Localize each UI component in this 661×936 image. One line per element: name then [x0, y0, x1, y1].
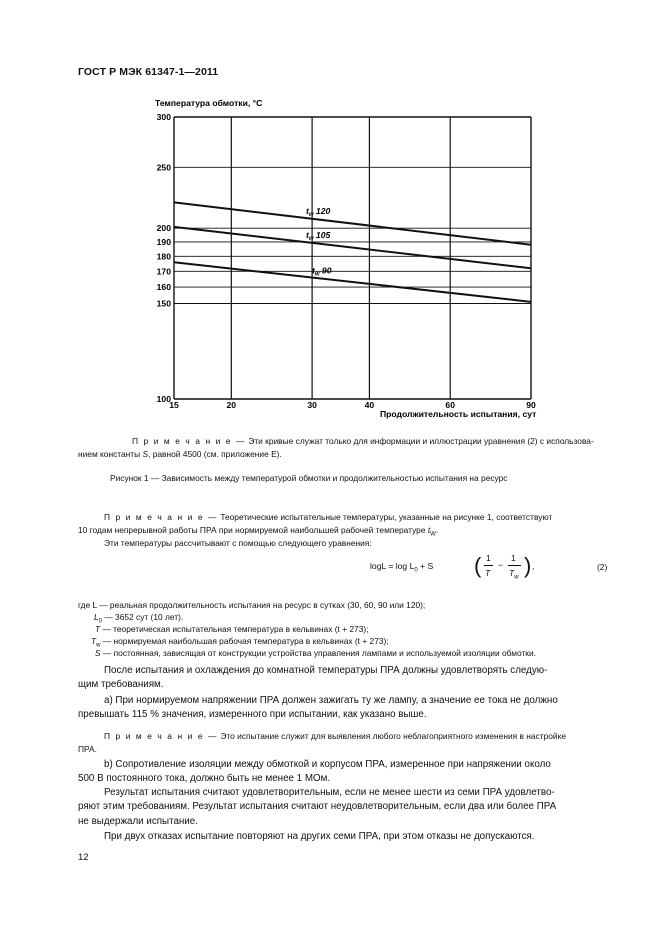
- x-axis-label: Продолжительность испытания, сут: [380, 409, 537, 419]
- series-label: [312, 266, 332, 278]
- formula-lhs-text: logL = log L: [370, 561, 415, 571]
- note-1-line-2a: нием константы: [78, 449, 143, 459]
- def-symbol: L: [94, 612, 99, 622]
- formula-Tw-sub: w: [514, 574, 519, 581]
- def-symbol: T: [91, 636, 97, 646]
- formula-fraction-bar-2: [508, 565, 521, 566]
- paragraph-line: Результат испытания считают удовлетворительным, если не менее шести из семи ПРА удовлетво-: [104, 787, 555, 798]
- x-tick-label: 15: [169, 400, 179, 410]
- series-label-sub: w: [308, 236, 314, 243]
- series-label-num: 105: [313, 230, 331, 241]
- formula-lhs: [370, 561, 433, 574]
- def-text: — реальная продолжительность испытания на ресурс в сутках (30, 60, 90 или 120);: [96, 600, 426, 610]
- y-tick-label: 200: [156, 223, 171, 234]
- note-3-prefix: П р и м е ч а н и е —: [104, 731, 218, 741]
- x-tick-label: 40: [364, 400, 375, 410]
- paragraph-b-cont: [78, 772, 623, 787]
- paragraph-a-cont: [78, 708, 623, 723]
- paragraph-result-cont: [78, 800, 623, 829]
- definition-L: [78, 599, 618, 611]
- note-2-line-2b: .: [435, 525, 439, 535]
- paragraph-line: ряют этим требованиям. Результат испытания считают неудовлетворительным, если два или более ПРА: [78, 801, 557, 812]
- note-2-line-3: Эти температуры рассчитывают с помощью следующего уравнения:: [104, 538, 372, 548]
- paragraph-line: b) Сопротивление изоляции между обмоткой и корпусом ПРА, измеренное при напряжении около: [104, 759, 551, 770]
- series-label-main: t: [306, 206, 309, 217]
- x-tick-label: 90: [526, 400, 536, 410]
- formula-minus: −: [498, 560, 504, 570]
- paragraph-after-test: [104, 664, 624, 679]
- note-2: [104, 511, 624, 524]
- paragraph-b: [104, 758, 624, 773]
- formula-denominator-T: T: [485, 568, 491, 578]
- series-label-main: t: [306, 230, 309, 241]
- series-line: [174, 202, 531, 244]
- series-label: [306, 206, 330, 218]
- paragraph-line: не выдержали испытание.: [78, 815, 198, 827]
- y-tick-label: 150: [156, 298, 171, 309]
- note-2-symbol-t: t: [427, 525, 431, 535]
- formula-sub-0: 0: [414, 567, 418, 574]
- note-1-line-2b: , равной 4500 (см. приложение Е).: [148, 449, 282, 459]
- note-3-line-1: Это испытание служит для выявления любого неблагоприятного изменения в настройке: [218, 731, 566, 741]
- y-tick-label: 180: [156, 251, 171, 262]
- paragraph-line: После испытания и охлаждения до комнатной температуры ПРА должны удовлетворять следую-: [104, 665, 548, 676]
- formula-plus: + S: [417, 561, 434, 571]
- paragraph-after-test-cont: [78, 678, 623, 693]
- note-3-line-2: ПРА.: [78, 744, 97, 754]
- paragraph-line: 500 В постоянного тока, должно быть не менее 1 МОм.: [78, 773, 331, 784]
- note-1-cont: [78, 448, 618, 461]
- formula-fraction-bar-1: [484, 565, 493, 566]
- x-tick-label: 60: [445, 400, 455, 410]
- paragraph-line: превышать 115 % значения, измеренного при испытании, как указано выше.: [78, 709, 427, 720]
- paragraph-result: [104, 786, 624, 801]
- series-label-sub: w: [314, 271, 320, 278]
- note-2-prefix: П р и м е ч а н и е —: [104, 512, 218, 522]
- y-tick-label: 160: [156, 282, 171, 293]
- note-2-line-2a: 10 годам непрерывной работы ПРА при нормируемой наибольшей рабочей температуре: [78, 525, 428, 535]
- def-text: — теоретическая испытательная температура в кельвинах (t + 273);: [100, 624, 369, 634]
- series-label: [306, 230, 330, 242]
- y-tick-label: 300: [156, 112, 171, 122]
- standard-header: ГОСТ Р МЭК 61347-1—2011: [78, 66, 219, 78]
- series-label-main: t: [312, 265, 315, 276]
- formula: [370, 552, 570, 582]
- formula-numerator-1: 1: [486, 553, 491, 563]
- formula-open-paren: (: [474, 553, 482, 578]
- def-text: — постоянная, зависящая от конструкции устройства управления лампами и используемой изоляции обмотки.: [100, 648, 536, 658]
- page-number: 12: [78, 852, 89, 863]
- definition-S: [78, 647, 618, 659]
- def-symbol: T: [95, 624, 101, 634]
- x-tick-label: 30: [307, 400, 317, 410]
- paragraph-line: щим требованиям.: [78, 679, 164, 690]
- formula-number: (2): [597, 562, 608, 572]
- temperature-duration-chart: [0, 0, 661, 430]
- def-text: — 3652 сут (10 лет).: [102, 612, 184, 622]
- formula-close-paren: ): [524, 553, 532, 578]
- y-tick-label: 170: [156, 266, 171, 277]
- series-label-num: 120: [313, 206, 331, 217]
- chart-grid: [174, 117, 531, 399]
- formula-denominator-Tw: [509, 568, 519, 581]
- formula-comma: ,: [532, 561, 535, 571]
- note-2-sub-w: W: [430, 531, 436, 538]
- def-text: — нормируемая наибольшая рабочая температура в кельвинах (t + 273);: [100, 636, 389, 646]
- note-1-line-1: Эти кривые служат только для информации и иллюстрации уравнения (2) с использова-: [246, 436, 594, 446]
- note-2-line-1: Теоретические испытательные температуры, указанные на рисунке 1, соответствуют: [218, 512, 553, 522]
- series-line: [174, 227, 531, 268]
- paragraph-last: При двух отказах испытание повторяют на других семи ПРА, при этом отказы не допускаются.: [104, 831, 535, 842]
- note-1-prefix: П р и м е ч а н и е —: [132, 436, 246, 446]
- def-symbol: где L: [78, 600, 97, 610]
- note-3: [104, 730, 624, 743]
- x-tick-label: 20: [226, 400, 237, 410]
- def-sub: 0: [98, 618, 103, 625]
- y-tick-label: 190: [156, 236, 171, 247]
- def-symbol: S: [95, 648, 101, 658]
- chart-labels: [157, 112, 536, 410]
- def-sub: w: [96, 642, 101, 649]
- series-label-num: 90: [319, 265, 332, 276]
- figure-caption: Рисунок 1 — Зависимость между температурой обмотки и продолжительностью испытания на ресурс: [110, 473, 508, 483]
- series-label-sub: w: [308, 212, 314, 219]
- note-1: [132, 435, 612, 448]
- paragraph-a: [104, 694, 624, 709]
- y-tick-label: 250: [156, 162, 171, 173]
- series-line: [174, 262, 531, 302]
- formula-Tw-T: T: [509, 568, 515, 578]
- formula-numerator-2: 1: [511, 553, 516, 563]
- y-axis-label: Температура обмотки, °С: [155, 98, 263, 108]
- note-1-symbol-s: S: [142, 449, 149, 459]
- paragraph-line: а) При нормируемом напряжении ПРА должен зажигать ту же лампу, а значение ее тока не должно: [104, 695, 558, 706]
- y-tick-label: 100: [156, 394, 171, 404]
- definition-T: [78, 623, 618, 635]
